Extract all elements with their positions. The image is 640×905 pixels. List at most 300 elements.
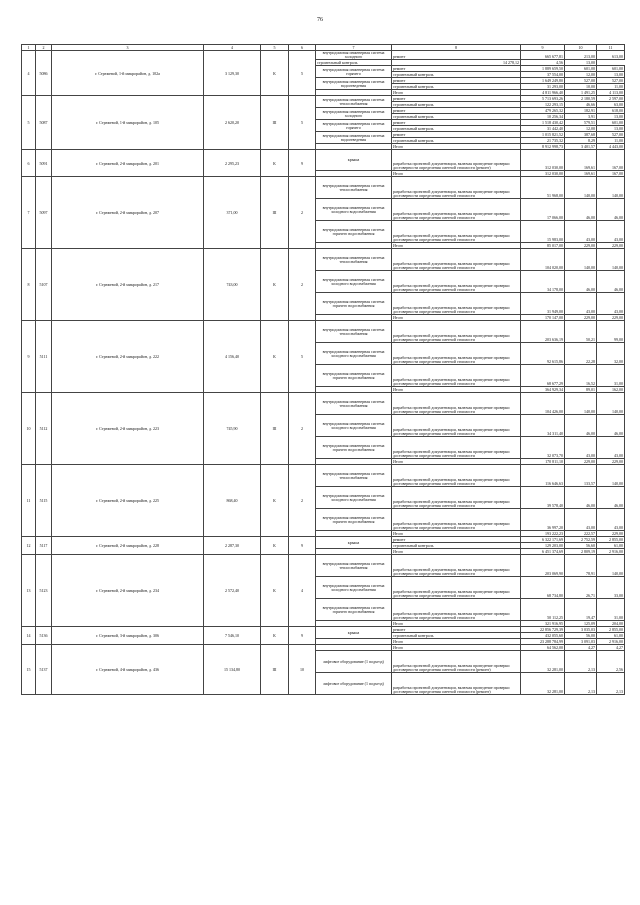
work-type-cell: разработка проектной документации, включая проведение проверки достоверности определения сметной стоимости xyxy=(392,199,521,221)
unit-cost-cell: 222,57 xyxy=(565,531,597,537)
work-type-cell: Итого xyxy=(392,645,521,651)
capital-repair-table xyxy=(21,44,625,695)
system-cell: крыша xyxy=(316,537,392,549)
work-type-cell: ремонт xyxy=(392,120,521,126)
work-type-cell: строительный контроль xyxy=(392,126,521,132)
address-cell: г. Стрежевой, 2-й микрорайон, д. 201 xyxy=(52,150,204,177)
area-cell: 371,00 xyxy=(204,177,261,249)
limit-cost-cell: 11,00 xyxy=(597,84,625,90)
work-type-cell: ремонт xyxy=(392,132,521,138)
header-cell: 1 xyxy=(22,45,36,51)
system-cell: крыша xyxy=(316,627,392,639)
class-cell: К xyxy=(261,249,289,321)
unit-cost-cell: 4,27 xyxy=(565,645,597,651)
limit-cost-cell: 527,00 xyxy=(597,132,625,138)
cost-cell: 129 203,00 xyxy=(521,543,565,549)
cost-cell: 665 677,81 xyxy=(521,51,565,60)
work-type-cell: разработка проектной документации, включая проведение проверки достоверности определения сметной стоимости (ремонт) xyxy=(392,673,521,695)
address-cell: г. Стрежевой, 2-й микрорайон, д. 234 xyxy=(52,555,204,627)
work-type-cell: строительный контроль xyxy=(392,84,521,90)
system-cell: внутридомовая инженерная система горячего водоснабжения xyxy=(316,365,392,387)
floors-cell: 4 xyxy=(289,555,316,627)
row-number: 9 xyxy=(22,321,36,393)
limit-cost-cell: 527,00 xyxy=(597,78,625,84)
work-type-cell: разработка проектной документации, включая проведение проверки достоверности определения сметной стоимости xyxy=(392,509,521,531)
row-number: 12 xyxy=(22,537,36,555)
header-cell: 8 xyxy=(392,45,521,51)
class-cell: К xyxy=(261,321,289,393)
header-cell: 3 xyxy=(52,45,204,51)
work-type-cell: разработка проектной документации, включая проведение проверки достоверности определения сметной стоимости (ремонт) xyxy=(392,651,521,673)
cost-cell: 364 929,34 xyxy=(521,387,565,393)
work-type-cell: Итого xyxy=(392,459,521,465)
system-cell: внутридомовая инженерная система холодного водоснабжения xyxy=(316,487,392,509)
cost-cell: 116 646,63 xyxy=(521,465,565,487)
cost-cell: 312 030,00 xyxy=(521,150,565,171)
limit-cost-cell: 31,00 xyxy=(597,365,625,387)
unit-cost-cell: 125,09 xyxy=(565,621,597,627)
limit-cost-cell: 63,00 xyxy=(597,102,625,108)
cost-cell: 6 322 171,69 xyxy=(521,537,565,543)
row-number: 5 xyxy=(22,96,36,150)
unit-cost-cell: 46,00 xyxy=(565,199,597,221)
unit-cost-cell: 2,13 xyxy=(565,651,597,673)
limit-cost-cell: 43,00 xyxy=(597,293,625,315)
cost-cell: 479 265,32 xyxy=(521,108,565,114)
object-code: 5117 xyxy=(36,537,52,555)
work-type-cell: Итого xyxy=(392,387,521,393)
system-cell: внутридомовая инженерная система холодного xyxy=(316,51,392,60)
system-cell: внутридомовая инженерная система теплоснабжения xyxy=(316,96,392,108)
cost-cell: 64 562,00 xyxy=(521,645,565,651)
work-type-cell: ремонт xyxy=(392,78,521,84)
limit-cost-cell: 140,00 xyxy=(597,555,625,577)
unit-cost-cell: 229,00 xyxy=(565,315,597,321)
cost-cell: 203 636,19 xyxy=(521,321,565,343)
work-type-cell: разработка проектной документации, включая проведение проверки достоверности определения сметной стоимости xyxy=(392,271,521,293)
limit-cost-cell: 2 916,00 xyxy=(597,639,625,645)
cost-cell: 31 442,40 xyxy=(521,126,565,132)
unit-cost-cell: 46,00 xyxy=(565,271,597,293)
work-type-cell: разработка проектной документации, включая проведение проверки достоверности определения сметной стоимости xyxy=(392,321,521,343)
unit-cost-cell: 12,00 xyxy=(565,126,597,132)
cost-cell: 32 073,70 xyxy=(521,437,565,459)
system-cell: внутридомовая инженерная система холодного водоснабжения xyxy=(316,343,392,365)
work-type-cell: Итого xyxy=(392,531,521,537)
work-type-cell: разработка проектной документации, включая проведение проверки достоверности определения сметной стоимости xyxy=(392,343,521,365)
limit-cost-cell: 13,00 xyxy=(597,114,625,120)
class-cell: III xyxy=(261,96,289,150)
system-cell: внутридомовая инженерная система холодного водоснабжения xyxy=(316,271,392,293)
system-cell: внутридомовая инженерная система горячего водоснабжения xyxy=(316,221,392,243)
unit-cost-cell: 50,21 xyxy=(565,321,597,343)
limit-cost-cell: 229,00 xyxy=(597,315,625,321)
system-cell: внутридомовая инженерная система теплоснабжения xyxy=(316,465,392,487)
work-type-cell: ремонт xyxy=(392,51,521,60)
cost-cell: 32 281,00 xyxy=(521,651,565,673)
cost-cell: 37 554,00 xyxy=(521,72,565,78)
address-cell: г. Стрежевой, 1-й микрорайон, д. 102а xyxy=(52,51,204,96)
work-type-cell: разработка проектной документации, включая проведение проверки достоверности определения сметной стоимости xyxy=(392,365,521,387)
cost-cell: 312 030,00 xyxy=(521,171,565,177)
object-code: 5123 xyxy=(36,555,52,627)
cost-cell: 34 178,00 xyxy=(521,271,565,293)
header-cell: 9 xyxy=(521,45,565,51)
work-type-cell: Итого xyxy=(392,549,521,555)
area-cell: 745,90 xyxy=(204,393,261,465)
cost-cell: 122 293,15 xyxy=(521,102,565,108)
cost-cell: 321 916,95 xyxy=(521,621,565,627)
area-cell: 7 546,10 xyxy=(204,627,261,645)
table-row xyxy=(22,555,625,577)
row-number: 15 xyxy=(22,645,36,695)
system-cell: внутридомовая инженерная система водоотведения xyxy=(316,78,392,90)
cost-cell: 1 889 659,50 xyxy=(521,66,565,72)
work-type-cell: разработка проектной документации, включая проведение проверки достоверности определения сметной стоимости xyxy=(392,221,521,243)
work-type-cell: разработка проектной документации, включая проведение проверки достоверности определения сметной стоимости xyxy=(392,293,521,315)
table-row xyxy=(22,51,625,60)
cost-cell: 432 055,60 xyxy=(521,633,565,639)
cost-cell: 21 735,32 xyxy=(521,138,565,144)
floors-cell: 5 xyxy=(289,96,316,150)
system-cell: внутридомовая инженерная система теплоснабжения xyxy=(316,177,392,199)
unit-cost-cell: 43,00 xyxy=(565,293,597,315)
system-cell: внутридомовая инженерная система теплоснабжения xyxy=(316,393,392,415)
system-cell: внутридомовая инженерная система холодного xyxy=(316,108,392,120)
area-cell: 868,40 xyxy=(204,465,261,537)
unit-cost-cell: 43,00 xyxy=(565,437,597,459)
limit-cost-cell: 618,00 xyxy=(597,108,625,114)
row-number: 13 xyxy=(22,555,36,627)
class-cell: К xyxy=(261,150,289,177)
object-code: 5107 xyxy=(36,249,52,321)
address-cell: г. Стрежевой, 2-й микрорайон, д. 225 xyxy=(52,465,204,537)
row-number: 11 xyxy=(22,465,36,537)
area-cell: 2 572,40 xyxy=(204,555,261,627)
work-type-cell: строительный контроль xyxy=(316,60,392,66)
unit-cost-cell: 169,61 xyxy=(565,150,597,171)
cost-cell: 85 017,00 xyxy=(521,243,565,249)
system-cell: внутридомовая инженерная система горячего водоснабжения xyxy=(316,509,392,531)
work-type-cell: разработка проектной документации, включая проведение проверки достоверности определения сметной стоимости (ремонт) xyxy=(392,150,521,171)
unit-cost-cell: 3 091,03 xyxy=(565,639,597,645)
unit-cost-cell: 1 491,25 xyxy=(565,90,597,96)
unit-cost-cell: 229,00 xyxy=(565,459,597,465)
header-cell: 2 xyxy=(36,45,52,51)
work-type-cell: ремонт xyxy=(392,96,521,102)
work-type-cell: Итого xyxy=(392,243,521,249)
object-code: 5111 xyxy=(36,321,52,393)
unit-cost-cell: 46,66 xyxy=(565,102,597,108)
limit-cost-cell: 229,00 xyxy=(597,459,625,465)
work-type-cell: Итого xyxy=(392,639,521,645)
cost-cell: 68 734,80 xyxy=(521,577,565,599)
work-type-cell: Итого xyxy=(392,90,521,96)
unit-cost-cell: 387,68 xyxy=(565,132,597,138)
cost-cell: 1 518 430,42 xyxy=(521,120,565,126)
cost-cell: 104 426,00 xyxy=(521,393,565,415)
unit-cost-cell: 56,60 xyxy=(565,543,597,549)
unit-cost-cell: 140,00 xyxy=(565,249,597,271)
cost-cell: 31 949,00 xyxy=(521,293,565,315)
limit-cost-cell: 61,00 xyxy=(597,543,625,549)
limit-cost-cell: 2,56 xyxy=(597,651,625,673)
work-type-cell: разработка проектной документации, включая проведение проверки достоверности определения сметной стоимости xyxy=(392,487,521,509)
work-type-cell: разработка проектной документации, включая проведение проверки достоверности определения сметной стоимости xyxy=(392,437,521,459)
system-cell: внутридомовая инженерная система горячего xyxy=(316,66,392,78)
work-type-cell: ремонт xyxy=(392,537,521,543)
address-cell: г. Стрежевой, 2-й микрорайон, д. 222 xyxy=(52,321,204,393)
header-cell: 11 xyxy=(597,45,625,51)
work-type-cell: разработка проектной документации, включая проведение проверки достоверности определения сметной стоимости xyxy=(392,465,521,487)
address-cell: г. Стрежевой, 2-й микрорайон, д. 223 xyxy=(52,393,204,465)
class-cell: К xyxy=(261,627,289,645)
unit-cost-cell: 2,13 xyxy=(565,673,597,695)
unit-cost-cell: 3 035,03 xyxy=(565,627,597,633)
limit-cost-cell: 140,00 xyxy=(597,177,625,199)
limit-cost-cell: 140,00 xyxy=(597,249,625,271)
unit-cost-cell: 26,71 xyxy=(565,577,597,599)
system-cell: внутридомовая инженерная система горячего водоснабжения xyxy=(316,437,392,459)
area-cell: 2 287,30 xyxy=(204,537,261,555)
cost-cell: 23 288 784,99 xyxy=(521,639,565,645)
system-cell: внутридомовая инженерная система холодного водоснабжения xyxy=(316,577,392,599)
address-cell: г. Стрежевой, 1-й микрорайон, д. 105 xyxy=(52,96,204,150)
cost-cell: 170 147,00 xyxy=(521,315,565,321)
limit-cost-cell: 162,00 xyxy=(597,387,625,393)
floors-cell: 5 xyxy=(289,51,316,96)
unit-cost-cell: 43,00 xyxy=(565,221,597,243)
floors-cell: 2 xyxy=(289,177,316,249)
cost-cell: 10 256,34 xyxy=(521,114,565,120)
object-code: 5087 xyxy=(36,96,52,150)
unit-cost-cell: 10,00 xyxy=(565,84,597,90)
address-cell: г. Стрежевой, 4-й микрорайон, д. 436 xyxy=(52,645,204,695)
unit-cost-cell: 2 752,59 xyxy=(565,537,597,543)
limit-cost-cell: 46,00 xyxy=(597,271,625,293)
unit-cost-cell: 3,91 xyxy=(565,114,597,120)
header-cell: 6 xyxy=(289,45,316,51)
cost-cell: 104 020,00 xyxy=(521,249,565,271)
cost-cell: 17 066,00 xyxy=(521,199,565,221)
cost-cell: 36 997,20 xyxy=(521,509,565,531)
unit-cost-cell: 527,00 xyxy=(565,78,597,84)
limit-cost-cell: 32,00 xyxy=(597,343,625,365)
address-cell: г. Стрежевой, 3-й микрорайон, д. 306 xyxy=(52,627,204,645)
object-code: 5097 xyxy=(36,177,52,249)
table-row xyxy=(22,150,625,171)
unit-cost-cell: 579,51 xyxy=(565,120,597,126)
limit-cost-cell: 11,00 xyxy=(597,138,625,144)
class-cell: III xyxy=(261,177,289,249)
cost-cell: 1 649 249,80 xyxy=(521,78,565,84)
table-row xyxy=(22,249,625,271)
header-cell: 5 xyxy=(261,45,289,51)
limit-cost-cell: 2,13 xyxy=(597,673,625,695)
work-type-cell: разработка проектной документации, включая проведение проверки достоверности определения сметной стоимости xyxy=(392,393,521,415)
cost-cell: 39 578,40 xyxy=(521,487,565,509)
unit-cost-cell: 169,61 xyxy=(565,171,597,177)
work-type-cell: Итого xyxy=(392,315,521,321)
limit-cost-cell: 229,00 xyxy=(597,531,625,537)
cost-cell: 31 293,00 xyxy=(521,84,565,90)
cost-cell: 14 278,12 xyxy=(392,60,521,66)
work-type-cell: Итого xyxy=(392,621,521,627)
cost-cell: 8 912 998,73 xyxy=(521,144,565,150)
limit-cost-cell: 601,00 xyxy=(597,66,625,72)
class-cell: К xyxy=(261,465,289,537)
object-code: 5091 xyxy=(36,150,52,177)
work-type-cell: ремонт xyxy=(392,627,521,633)
work-type-cell: строительный контроль xyxy=(392,543,521,549)
unit-cost-cell: 2 809,19 xyxy=(565,549,597,555)
work-type-cell: разработка проектной документации, включая проведение проверки достоверности определения сметной стоимости xyxy=(392,599,521,621)
header-cell: 10 xyxy=(565,45,597,51)
system-cell: внутридомовая инженерная система горячего xyxy=(316,120,392,132)
cost-cell: 5 713 693,26 xyxy=(521,96,565,102)
class-cell: К xyxy=(261,51,289,96)
cost-cell: 34 311,40 xyxy=(521,415,565,437)
unit-cost-cell: 43,00 xyxy=(565,509,597,531)
cost-cell: 32 281,00 xyxy=(521,673,565,695)
cost-cell: 193 222,23 xyxy=(521,531,565,537)
cost-cell: 6 451 374,69 xyxy=(521,549,565,555)
unit-cost-cell: 78,91 xyxy=(565,555,597,577)
area-cell: 3 129,30 xyxy=(204,51,261,96)
row-number: 14 xyxy=(22,627,36,645)
limit-cost-cell: 2 855,00 xyxy=(597,627,625,633)
object-code: 5115 xyxy=(36,465,52,537)
unit-cost-cell: 140,00 xyxy=(565,177,597,199)
floors-cell: 9 xyxy=(289,627,316,645)
limit-cost-cell: 99,00 xyxy=(597,321,625,343)
limit-cost-cell: 33,00 xyxy=(597,577,625,599)
address-cell: г. Стрежевой, 2-й микрорайон, д. 217 xyxy=(52,249,204,321)
address-cell: г. Стрежевой, 2-й микрорайон, д. 207 xyxy=(52,177,204,249)
limit-cost-cell: 2 916,00 xyxy=(597,549,625,555)
table-row xyxy=(22,177,625,199)
table-row xyxy=(22,465,625,487)
cost-cell: 15 983,00 xyxy=(521,221,565,243)
unit-cost-cell: 8,29 xyxy=(565,138,597,144)
cost-cell: 1 015 821,52 xyxy=(521,132,565,138)
unit-cost-cell: 22,28 xyxy=(565,343,597,365)
area-cell: 2 620,20 xyxy=(204,96,261,150)
work-type-cell: разработка проектной документации, включая проведение проверки достоверности определения сметной стоимости xyxy=(392,249,521,271)
object-code: 5137 xyxy=(36,645,52,695)
system-cell: внутридомовая инженерная система теплоснабжения xyxy=(316,555,392,577)
unit-cost-cell: 140,00 xyxy=(565,393,597,415)
floors-cell: 2 xyxy=(289,393,316,465)
work-type-cell: строительный контроль xyxy=(392,633,521,639)
floors-cell: 9 xyxy=(289,537,316,555)
limit-cost-cell: 13,00 xyxy=(565,60,597,66)
system-cell: лифтовое оборудование (1 подъезд) xyxy=(316,651,392,673)
limit-cost-cell: 13,00 xyxy=(597,126,625,132)
unit-cost-cell: 229,00 xyxy=(565,243,597,249)
work-type-cell: строительный контроль xyxy=(392,138,521,144)
work-type-cell: разработка проектной документации, включая проведение проверки достоверности определения сметной стоимости xyxy=(392,415,521,437)
row-number: 6 xyxy=(22,150,36,177)
system-cell: внутридомовая инженерная система теплоснабжения xyxy=(316,321,392,343)
unit-cost-cell: 3 401,57 xyxy=(565,144,597,150)
limit-cost-cell: 4,27 xyxy=(597,645,625,651)
system-cell: внутридомовая инженерная система холодного водоснабжения xyxy=(316,199,392,221)
limit-cost-cell: 13,00 xyxy=(597,72,625,78)
cost-cell: 4 811 966,40 xyxy=(521,90,565,96)
system-cell: лифтовое оборудование (1 подъезд) xyxy=(316,673,392,695)
limit-cost-cell: 140,00 xyxy=(597,465,625,487)
unit-cost-cell: 213,00 xyxy=(565,51,597,60)
object-code: 5112 xyxy=(36,393,52,465)
work-type-cell: ремонт xyxy=(392,66,521,72)
unit-cost-cell: 19,47 xyxy=(565,599,597,621)
floors-cell: 10 xyxy=(289,645,316,695)
unit-cost-cell: 16,52 xyxy=(565,365,597,387)
limit-cost-cell: 43,00 xyxy=(597,437,625,459)
cost-cell: 68 677,29 xyxy=(521,365,565,387)
limit-cost-cell: 204,00 xyxy=(597,621,625,627)
system-cell: внутридомовая инженерная система горячего водоснабжения xyxy=(316,293,392,315)
system-cell: внутридомовая инженерная система теплоснабжения xyxy=(316,249,392,271)
work-type-cell: разработка проектной документации, включая проведение проверки достоверности определения сметной стоимости xyxy=(392,555,521,577)
limit-cost-cell: 140,00 xyxy=(597,393,625,415)
limit-cost-cell: 61,00 xyxy=(597,633,625,639)
row-number: 8 xyxy=(22,249,36,321)
floors-cell: 9 xyxy=(289,150,316,177)
unit-cost-cell: 56,00 xyxy=(565,633,597,639)
row-number: 10 xyxy=(22,393,36,465)
class-cell: К xyxy=(261,555,289,627)
floors-cell: 2 xyxy=(289,249,316,321)
unit-cost-cell: 4,56 xyxy=(521,60,565,66)
unit-cost-cell: 133,57 xyxy=(565,465,597,487)
work-type-cell: Итого xyxy=(392,144,521,150)
limit-cost-cell: 2 597,00 xyxy=(597,96,625,102)
area-cell: 743,00 xyxy=(204,249,261,321)
limit-cost-cell: 167,00 xyxy=(597,171,625,177)
work-type-cell: разработка проектной документации, включая проведение проверки достоверности определения сметной стоимости xyxy=(392,577,521,599)
limit-cost-cell: 4 113,00 xyxy=(597,90,625,96)
address-cell: г. Стрежевой, 2-й микрорайон, д. 228 xyxy=(52,537,204,555)
unit-cost-cell: 46,00 xyxy=(565,487,597,509)
row-number: 4 xyxy=(22,51,36,96)
table-row xyxy=(22,393,625,415)
table-row xyxy=(22,321,625,343)
floors-cell: 2 xyxy=(289,465,316,537)
system-cell: крыша xyxy=(316,150,392,171)
unit-cost-cell: 601,00 xyxy=(565,66,597,72)
limit-cost-cell: 229,00 xyxy=(597,243,625,249)
cost-cell: 92 615,86 xyxy=(521,343,565,365)
floors-cell: 5 xyxy=(289,321,316,393)
unit-cost-cell: 89,01 xyxy=(565,387,597,393)
limit-cost-cell: 43,00 xyxy=(597,509,625,531)
work-type-cell: строительный контроль xyxy=(392,102,521,108)
limit-cost-cell: 46,00 xyxy=(597,487,625,509)
cost-cell: 22 856 729,39 xyxy=(521,627,565,633)
unit-cost-cell: 182,91 xyxy=(565,108,597,114)
limit-cost-cell: 167,00 xyxy=(597,150,625,171)
class-cell: III xyxy=(261,645,289,695)
limit-cost-cell: 31,00 xyxy=(597,599,625,621)
limit-cost-cell: 613,00 xyxy=(597,51,625,60)
limit-cost-cell: 4 443,00 xyxy=(597,144,625,150)
work-type-cell: строительный контроль xyxy=(392,114,521,120)
work-type-cell: ремонт xyxy=(392,108,521,114)
area-cell: 2 295,23 xyxy=(204,150,261,177)
class-cell: К xyxy=(261,537,289,555)
